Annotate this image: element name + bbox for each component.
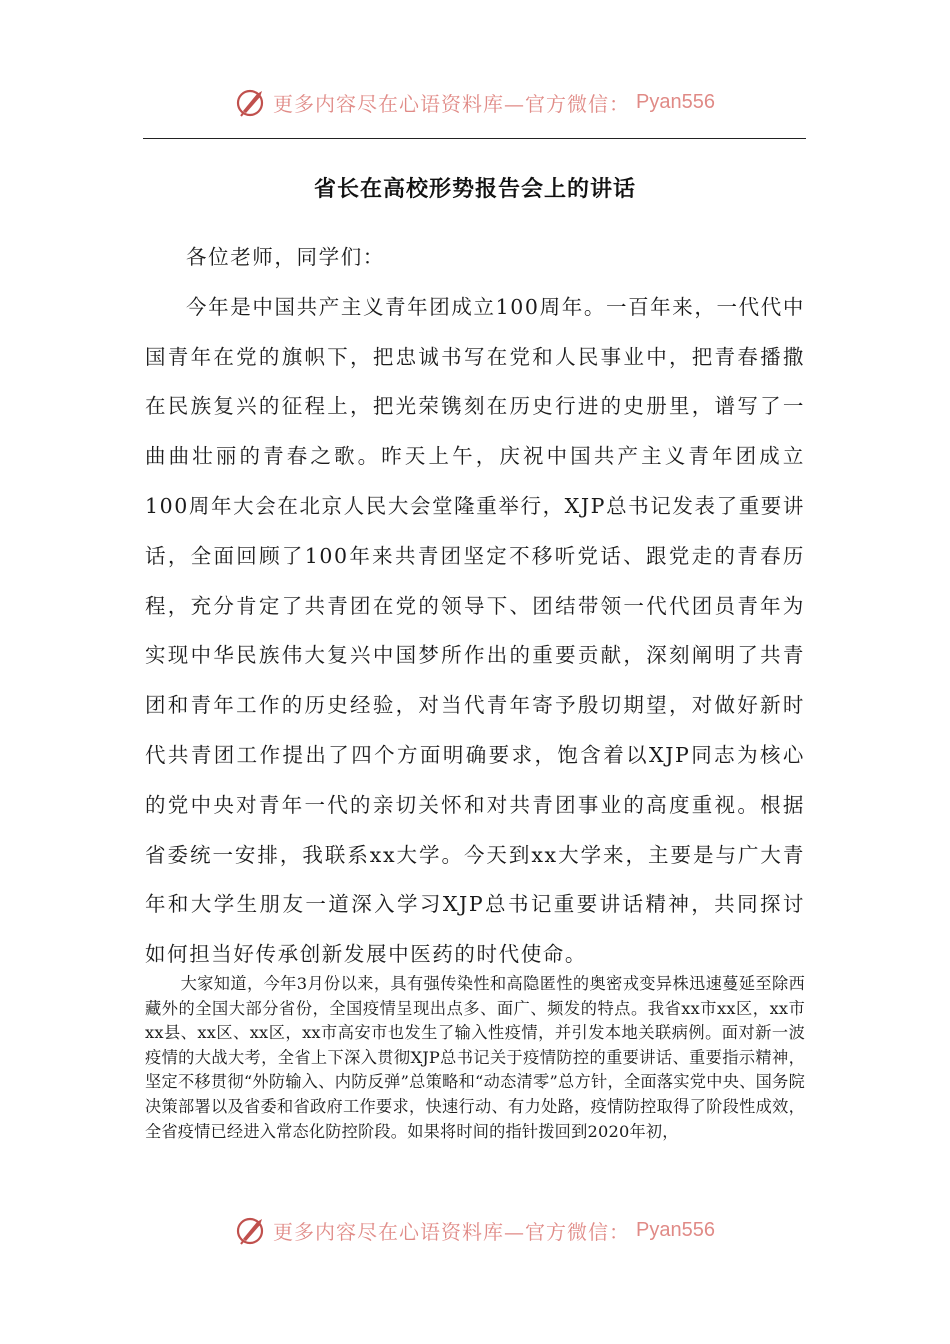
document-body [145, 233, 805, 980]
pen-nib-circle-icon [235, 85, 269, 119]
footer-banner [0, 1210, 950, 1250]
salutation: 各位老师，同学们： [186, 245, 385, 269]
banner-text: 更多内容尽在心语资料库—官方微信： [273, 1219, 631, 1244]
pen-nib-circle-icon [235, 1213, 269, 1247]
paragraph: 大家知道，今年3月份以来，具有强传染性和高隐匿性的奥密戎变异株迅速蔓延至除西藏外的全国大部分省份，全国疫情呈现出点多、面广、频发的特点。我省xx市xx区，xx市xx县、xx区、xx区，xx市高安市也发生了输入性疫情，并引发本地关联病例。面对新一波疫情的大战大考，全省上下深入贯彻XJP总书记关于疫情防控的重要讲话、重要指示精神，坚定不移贯彻“外防输入、内防反弹”总策略和“动态清零”总方针，全面落实党中央、国务院决策部署以及省委和省政府工作要求，快速行动、有力处路，疫情防控取得了阶段性成效，全省疫情已经进入常态化防控阶段。如果将时间的指针拨回到2020年初， [145, 974, 805, 1141]
wechat-id: Pyan556 [636, 1218, 715, 1241]
document-title: 省长在高校形势报告会上的讲话 [313, 177, 636, 202]
document-body-small [145, 972, 805, 1144]
wechat-id: Pyan556 [636, 90, 715, 113]
header-divider [143, 138, 806, 139]
paragraph: 今年是中国共产主义青年团成立100周年。一百年来，一代代中国青年在党的旗帜下，把忠诚书写在党和人民事业中，把青春播撒在民族复兴的征程上，把光荣镌刻在历史行进的史册里，谱写了一曲曲壮丽的青春之歌。昨天上午，庆祝中国共产主义青年团成立100周年大会在北京人民大会堂隆重举行，XJP总书记发表了重要讲话，全面回顾了100年来共青团坚定不移听党话、跟党走的青春历程，充分肯定了共青团在党的领导下、团结带领一代代团员青年为实现中华民族伟大复兴中国梦所作出的重要贡献，深刻阐明了共青团和青年工作的历史经验，对当代青年寄予殷切期望，对做好新时代共青团工作提出了四个方面明确要求，饱含着以XJP同志为核心的党中央对青年一代的亲切关怀和对共青团事业的高度重视。根据省委统一安排，我联系xx大学。今天到xx大学来，主要是与广大青年和大学生朋友一道深入学习XJP总书记重要讲话精神，共同探讨如何担当好传承创新发展中医药的时代使命。 [145, 294, 805, 967]
banner-text: 更多内容尽在心语资料库—官方微信： [273, 91, 631, 116]
header-banner [0, 82, 950, 122]
